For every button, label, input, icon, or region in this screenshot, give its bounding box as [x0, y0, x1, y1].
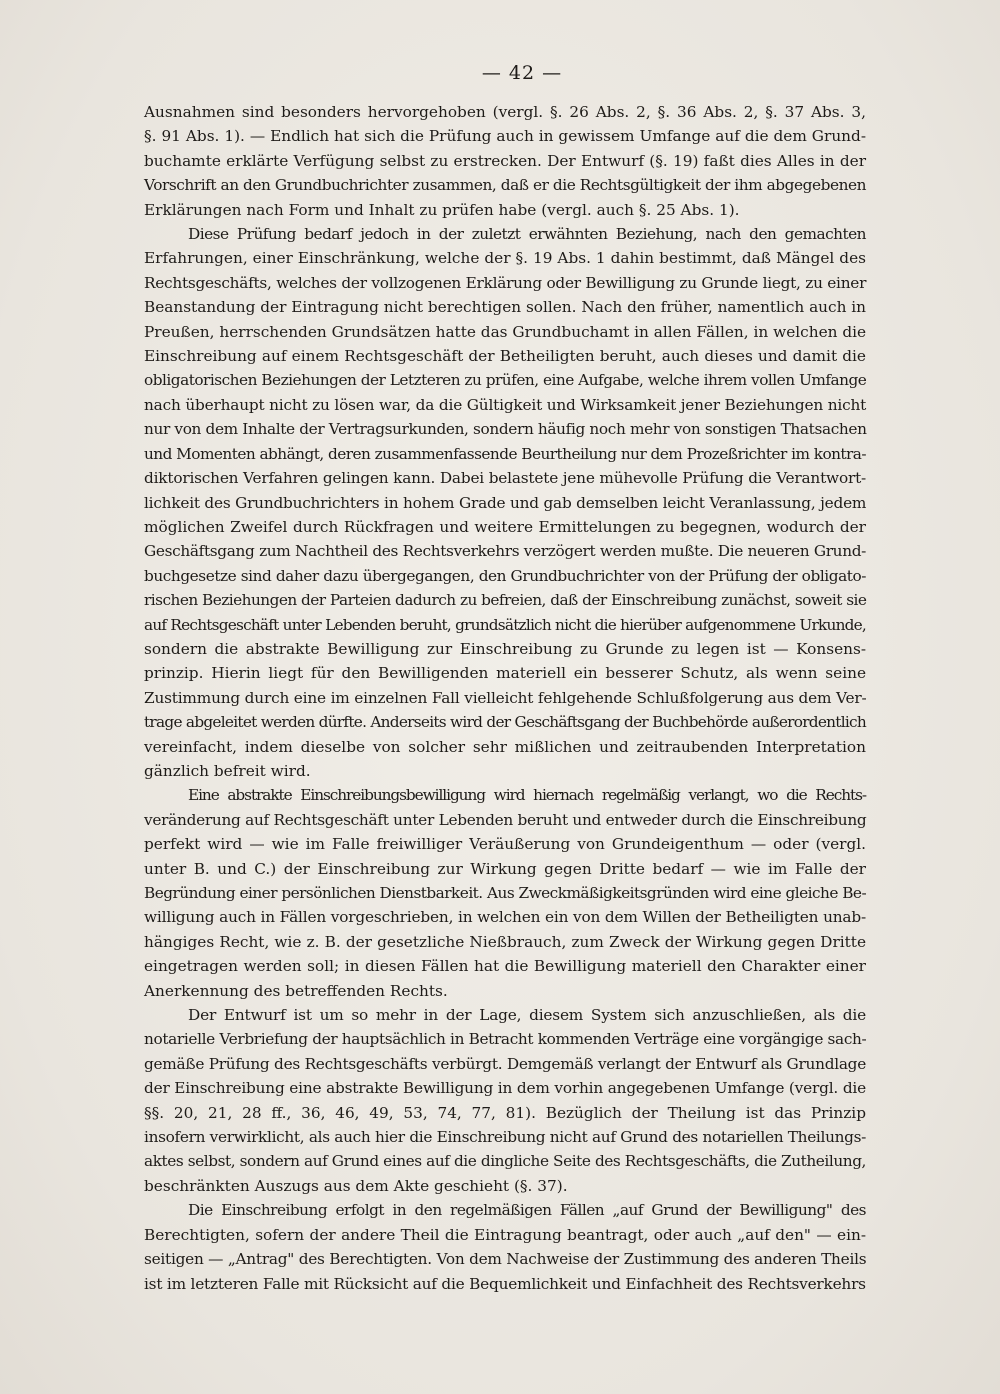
page-number: — 42 —: [481, 62, 563, 84]
text-line: lichkeit des Grundbuchrichters in hohem Grade und gab demselben leicht Veranlassung, jedem: [144, 493, 867, 512]
text-line: Rechtsgeschäfts, welches der vollzogenen Erklärung oder Bewilligung zu Grunde liegt, zu einer: [144, 273, 867, 292]
text-line: Der Entwurf ist um so mehr in der Lage, diesem System sich anzuschließen, als die: [188, 1006, 866, 1025]
text-line: Zustimmung durch eine im einzelnen Fall vielleicht fehlgehende Schlußfolgerung aus dem Ver-: [144, 688, 867, 707]
text-line: unter B. und C.) der Einschreibung zur Wirkung gegen Dritte bedarf — wie im Falle der: [144, 859, 866, 878]
text-line: Begründung einer persönlichen Dienstbarkeit. Aus Zweckmäßigkeitsgründen wird eine gleiche Be-: [144, 884, 867, 902]
text-line: willigung auch in Fällen vorgeschrieben, in welchen ein von dem Willen der Betheiligten unab-: [144, 908, 866, 927]
text-line: Ausnahmen sind besonders hervorgehoben (vergl. §. 26 Abs. 2, §. 36 Abs. 2, §. 37 Abs. 3,: [144, 103, 866, 121]
text-line: Erklärungen nach Form und Inhalt zu prüfen habe (vergl. auch §. 25 Abs. 1).: [144, 200, 740, 219]
text-line: Geschäftsgang zum Nachtheil des Rechtsverkehrs verzögert werden mußte. Die neueren Grund-: [144, 542, 866, 561]
paragraph: [144, 222, 866, 783]
text-line: Einschreibung auf einem Rechtsgeschäft der Betheiligten beruht, auch dieses und damit die: [144, 347, 866, 366]
text-line: Vorschrift an den Grundbuchrichter zusammen, daß er die Rechtsgültigkeit der ihm abgegebenen: [144, 176, 867, 195]
text-line: Preußen, herrschenden Grundsätzen hatte das Grundbuchamt in allen Fällen, in welchen die: [144, 322, 867, 341]
text-line: Anerkennung des betreffenden Rechts.: [144, 981, 448, 1000]
text-line: §. 91 Abs. 1). — Endlich hat sich die Prüfung auch in gewissem Umfange auf die dem Grund-: [144, 127, 866, 146]
text-line: insofern verwirklicht, als auch hier die Einschreibung nicht auf Grund des notariellen Theilungs-: [144, 1128, 866, 1147]
text-line: ist im letzteren Falle mit Rücksicht auf die Bequemlichkeit und Einfachheit des Rechtsverkehrs: [144, 1274, 866, 1293]
text-line: prinzip. Hierin liegt für den Bewilligenden materiell ein besserer Schutz, als wenn seine: [144, 664, 866, 683]
paragraph: [144, 1003, 866, 1198]
text-line: perfekt wird — wie im Falle freiwilliger Veräußerung von Grundeigenthum — oder (vergl.: [144, 835, 866, 854]
text-line: Eine abstrakte Einschreibungsbewilligung wird hiernach regelmäßig verlangt, wo die Rechts-: [188, 786, 866, 805]
text-line: buchamte erklärte Verfügung selbst zu erstrecken. Der Entwurf (§. 19) faßt dies Alles in der: [144, 151, 866, 170]
text-line: rischen Beziehungen der Parteien dadurch zu befreien, daß der Einschreibung zunächst, soweit sie: [144, 591, 867, 610]
text-line: vereinfacht, indem dieselbe von solcher sehr mißlichen und zeitraubenden Interpretation: [144, 737, 866, 756]
text-line: Diese Prüfung bedarf jedoch in der zuletzt erwähnten Beziehung, nach den gemachten: [188, 225, 866, 244]
text-line: möglichen Zweifel durch Rückfragen und weitere Ermittelungen zu begegnen, wodurch der: [144, 517, 866, 536]
text-line: nach überhaupt nicht zu lösen war, da die Gültigkeit und Wirksamkeit jener Beziehungen nicht: [144, 395, 867, 414]
paragraph: [144, 1198, 866, 1296]
text-line: auf Rechtsgeschäft unter Lebenden beruht, grundsätzlich nicht die hierüber aufgenommene Urkunde,: [144, 615, 866, 634]
text-line: diktorischen Verfahren gelingen kann. Dabei belastete jene mühevolle Prüfung die Verantwort-: [144, 469, 866, 488]
text-line: der Einschreibung eine abstrakte Bewilligung in dem vorhin angegebenen Umfange (vergl. die: [144, 1079, 866, 1098]
text-line: gemäße Prüfung des Rechtsgeschäfts verbürgt. Demgemäß verlangt der Entwurf als Grundlage: [144, 1054, 866, 1073]
text-line: Erfahrungen, einer Einschränkung, welche der §. 19 Abs. 1 dahin bestimmt, daß Mängel des: [144, 249, 866, 268]
text-line: sondern die abstrakte Bewilligung zur Einschreibung zu Grunde zu legen ist — Konsens-: [144, 639, 866, 658]
text-line: Berechtigten, sofern der andere Theil die Eintragung beantragt, oder auch „auf den" — ein-: [144, 1225, 866, 1244]
text-line: seitigen — „Antrag" des Berechtigten. Von dem Nachweise der Zustimmung des anderen Theils: [144, 1250, 867, 1269]
text-line: hängiges Recht, wie z. B. der gesetzliche Nießbrauch, zum Zweck der Wirkung gegen Dritte: [144, 932, 866, 951]
text-line: §§. 20, 21, 28 ff., 36, 46, 49, 53, 74, 77, 81). Bezüglich der Theilung ist das Prinzip: [144, 1103, 866, 1122]
text-line: Die Einschreibung erfolgt in den regelmäßigen Fällen „auf Grund der Bewilligung" des: [188, 1201, 866, 1220]
paragraph: [144, 100, 866, 222]
text-line: und Momenten abhängt, deren zusammenfassende Beurtheilung nur dem Prozeßrichter im kontra-: [144, 444, 866, 463]
text-line: gänzlich befreit wird.: [144, 761, 311, 780]
text-line: Beanstandung der Eintragung nicht berechtigen sollen. Nach den früher, namentlich auch in: [144, 298, 866, 317]
text-line: trage abgeleitet werden dürfte. Anderseits wird der Geschäftsgang der Buchbehörde außerordentlich: [144, 713, 866, 732]
text-line: aktes selbst, sondern auf Grund eines auf die dingliche Seite des Rechtsgeschäfts, die Zutheilung,: [144, 1152, 866, 1171]
text-line: notarielle Verbriefung der hauptsächlich in Betracht kommenden Verträge eine vorgängige sach-: [144, 1030, 867, 1049]
paragraph: [144, 783, 866, 1003]
text-line: eingetragen werden soll; in diesen Fällen hat die Bewilligung materiell den Charakter einer: [144, 957, 866, 976]
text-line: obligatorischen Beziehungen der Letzteren zu prüfen, eine Aufgabe, welche ihrem vollen Umfange: [144, 371, 867, 390]
text-line: nur von dem Inhalte der Vertragsurkunden, sondern häufig noch mehr von sonstigen Thatsachen: [144, 420, 867, 439]
text-line: beschränkten Auszugs aus dem Akte geschieht (§. 37).: [144, 1176, 568, 1195]
text-line: veränderung auf Rechtsgeschäft unter Lebenden beruht und entweder durch die Einschreibung: [144, 810, 867, 829]
text-line: buchgesetze sind daher dazu übergegangen, den Grundbuchrichter von der Prüfung der obligato-: [144, 566, 866, 585]
body-text: [144, 100, 866, 1296]
